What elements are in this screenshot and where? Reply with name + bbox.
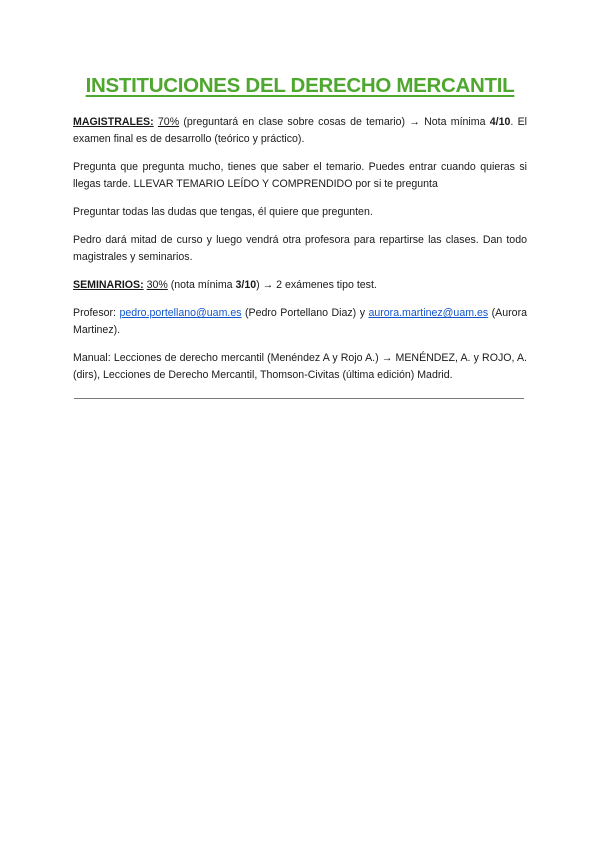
magistrales-label: MAGISTRALES:	[73, 116, 154, 128]
email-link-aurora[interactable]: aurora.martinez@uam.es	[368, 307, 489, 319]
seminarios-text-2: ) → 2 exámenes tipo test.	[256, 279, 377, 291]
profesor-name-1: (Pedro Portellano Diaz) y	[241, 307, 369, 319]
magistrales-paragraph	[73, 114, 527, 148]
manual-paragraph: Manual: Lecciones de derecho mercantil (Menéndez A y Rojo A.) → MENÉNDEZ, A. y ROJO, A. (dirs), Lecciones de Derecho Mercantil, Thomson-Civitas (última edición) Madrid.	[73, 352, 527, 381]
seminarios-label: SEMINARIOS:	[73, 279, 144, 291]
horizontal-rule	[74, 398, 524, 399]
seminarios-text-1: (nota mínima	[167, 279, 236, 291]
page-title: INSTITUCIONES DEL DERECHO MERCANTIL	[85, 74, 515, 97]
seminarios-percent: 30%	[146, 279, 168, 291]
magistrales-min-grade: 4/10	[489, 116, 511, 128]
profesor-paragraph	[73, 305, 527, 339]
seminarios-min-grade: 3/10	[235, 279, 257, 291]
seminarios-paragraph	[73, 277, 527, 294]
magistrales-text-1: (preguntará en clase sobre cosas de temario) → Nota mínima	[179, 116, 490, 128]
profesor-name-2: (Aurora Martinez).	[73, 307, 527, 336]
profesor-label: Profesor:	[73, 307, 120, 319]
pregunta-paragraph: Pregunta que pregunta mucho, tienes que saber el temario. Puedes entrar cuando quieras si llegas tarde. LLEVAR TEMARIO LEÍDO Y COMPRENDIDO por si te pregunta	[73, 161, 527, 190]
document-body	[73, 114, 527, 395]
magistrales-percent: 70%	[157, 116, 180, 128]
pedro-paragraph: Pedro dará mitad de curso y luego vendrá otra profesora para repartirse las clases. Dan todo magistrales y seminarios.	[73, 234, 527, 263]
email-link-pedro[interactable]: pedro.portellano@uam.es	[119, 307, 242, 319]
dudas-paragraph: Preguntar todas las dudas que tengas, él quiere que pregunten.	[73, 206, 373, 218]
magistrales-text-2: . El examen final es de desarrollo (teórico y práctico).	[73, 116, 527, 145]
